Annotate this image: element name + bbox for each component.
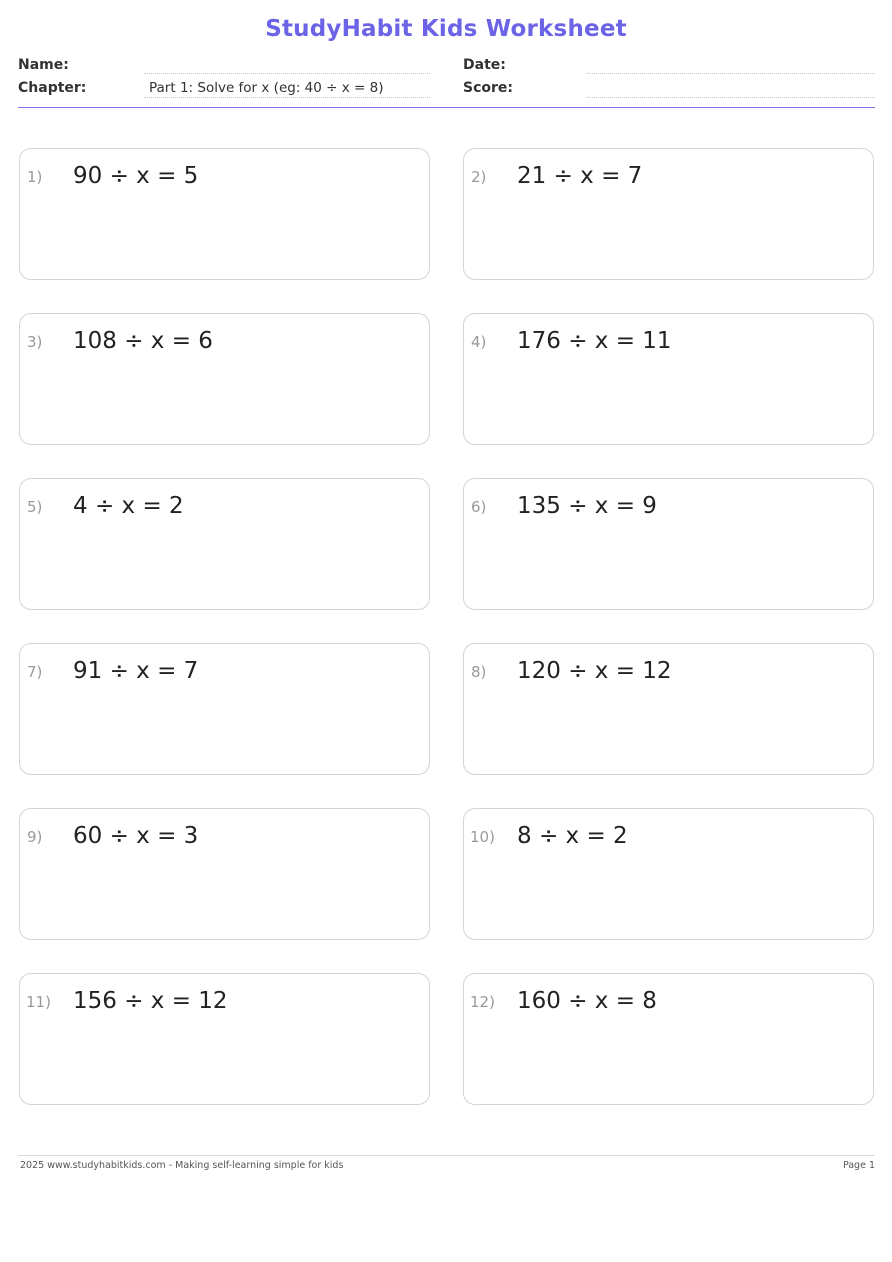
problem-number: 10) — [470, 828, 495, 846]
problem-box-10[interactable] — [463, 808, 874, 940]
problem-box-2[interactable] — [463, 148, 874, 280]
problem-number: 11) — [26, 993, 51, 1011]
problem-box-6[interactable] — [463, 478, 874, 610]
problem-equation: 91 ÷ x = 7 — [73, 658, 199, 684]
problem-equation: 4 ÷ x = 2 — [73, 493, 184, 519]
problem-number: 5) — [27, 498, 43, 516]
problem-number: 1) — [27, 168, 43, 186]
problem-number: 2) — [471, 168, 487, 186]
problem-number: 3) — [27, 333, 43, 351]
problem-box-8[interactable] — [463, 643, 874, 775]
header-divider — [18, 107, 875, 108]
problem-box-12[interactable] — [463, 973, 874, 1105]
problem-equation: 120 ÷ x = 12 — [517, 658, 672, 684]
score-field[interactable] — [587, 97, 875, 98]
problem-number: 6) — [471, 498, 487, 516]
problem-box-11[interactable] — [19, 973, 430, 1105]
problem-box-1[interactable] — [19, 148, 430, 280]
chapter-value: Part 1: Solve for x (eg: 40 ÷ x = 8) — [149, 80, 384, 96]
problem-equation: 160 ÷ x = 8 — [517, 988, 657, 1014]
problem-number: 9) — [27, 828, 43, 846]
problem-equation: 8 ÷ x = 2 — [517, 823, 628, 849]
problem-equation: 21 ÷ x = 7 — [517, 163, 643, 189]
date-field[interactable] — [587, 73, 875, 74]
problem-number: 8) — [471, 663, 487, 681]
footer-divider — [18, 1155, 875, 1156]
problem-number: 7) — [27, 663, 43, 681]
chapter-field — [144, 97, 430, 98]
problem-box-7[interactable] — [19, 643, 430, 775]
problem-box-3[interactable] — [19, 313, 430, 445]
chapter-label: Chapter: — [18, 80, 87, 96]
problem-equation: 176 ÷ x = 11 — [517, 328, 672, 354]
problem-equation: 60 ÷ x = 3 — [73, 823, 199, 849]
problem-box-5[interactable] — [19, 478, 430, 610]
page-number: Page 1 — [842, 1160, 875, 1171]
score-label: Score: — [463, 80, 513, 96]
date-label: Date: — [463, 57, 506, 73]
problem-box-9[interactable] — [19, 808, 430, 940]
worksheet-title: StudyHabit Kids Worksheet — [265, 16, 627, 42]
problem-equation: 135 ÷ x = 9 — [517, 493, 657, 519]
problem-box-4[interactable] — [463, 313, 874, 445]
footer-credit: 2025 www.studyhabitkids.com - Making self-learning simple for kids — [20, 1160, 344, 1171]
name-label: Name: — [18, 57, 69, 73]
problem-number: 4) — [471, 333, 487, 351]
problem-equation: 156 ÷ x = 12 — [73, 988, 228, 1014]
name-field[interactable] — [144, 73, 430, 74]
problem-equation: 90 ÷ x = 5 — [73, 163, 199, 189]
problem-number: 12) — [470, 993, 495, 1011]
problem-equation: 108 ÷ x = 6 — [73, 328, 213, 354]
